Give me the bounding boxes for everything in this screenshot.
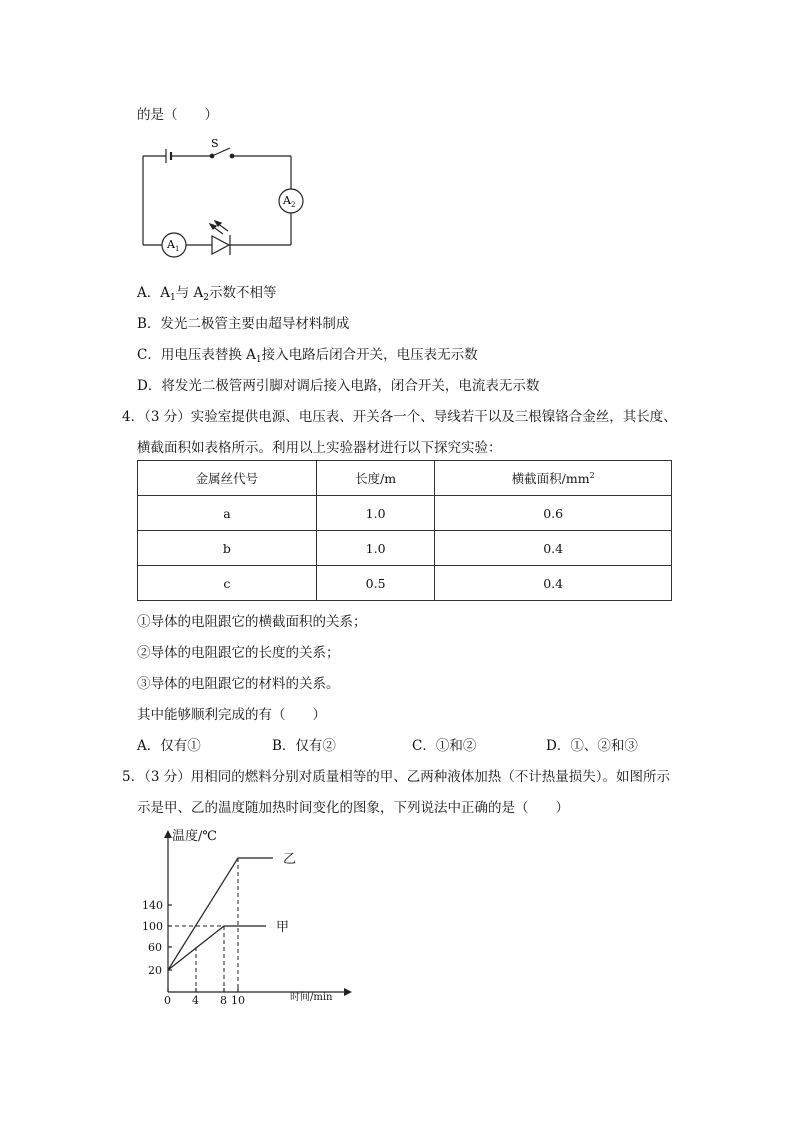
table-row (138, 531, 672, 566)
q4-question: 其中能够顺利完成的有（ ） (137, 707, 326, 723)
table-row (138, 496, 672, 531)
table-cell: c (138, 566, 317, 601)
x-tick-label: 0 (164, 994, 171, 1006)
series-line-jia (168, 926, 266, 970)
y-tick-label: 20 (148, 964, 162, 977)
y-axis-label: 温度/℃ (172, 829, 217, 844)
table-header-text: 横截面积/mm (511, 471, 590, 486)
q4-item-2: ②导体的电阻跟它的长度的关系； (137, 645, 340, 661)
y-tick-label: 100 (142, 920, 163, 933)
q4-option-b[interactable]: B．仅有② (272, 738, 336, 754)
x-tick-label: 10 (231, 994, 245, 1006)
q3-option-c-prefix: C．用电压表替换 A (137, 347, 256, 363)
y-tick-label: 60 (148, 941, 162, 954)
a1-label: $A_1$ (167, 238, 180, 253)
q3-option-a[interactable] (137, 281, 277, 301)
q4-option-a[interactable]: A．仅有① (137, 738, 201, 754)
series-label: 甲 (276, 920, 290, 935)
q4-stem-line1: 4．（3 分）实验室提供电源、电压表、开关各一个、导线若干以及三根镍铬合金丝，其长度、 (122, 409, 677, 425)
q4-item-3: ③导体的电阻跟它的材料的关系。 (137, 676, 340, 692)
q4-stem-line2: 横截面积如表格所示。利用以上实验器材进行以下探究实验： (137, 440, 502, 456)
q3-option-d[interactable]: D．将发光二极管两引脚对调后接入电路，闭合开关，电流表无示数 (137, 378, 540, 394)
a2-label: $A_2$ (283, 194, 296, 209)
q4-option-d[interactable]: D．①、②和③ (546, 738, 638, 754)
q4-option-c[interactable]: C．①和② (412, 738, 477, 754)
table-cell: b (138, 531, 317, 566)
x-axis-label: 时间/min (290, 992, 333, 1003)
table-cell: 1.0 (316, 496, 435, 531)
table-cell: 0.4 (435, 566, 672, 601)
table-cell: a (138, 496, 317, 531)
table-cell: 1.0 (316, 531, 435, 566)
q5-stem-line2: 示是甲、乙的温度随加热时间变化的图象，下列说法中正确的是（ ） (137, 800, 569, 816)
y-axis-arrow (164, 830, 172, 838)
switch-label: S (211, 138, 219, 150)
q3-option-a-sub2: 2 (203, 293, 210, 303)
table-header-cell: 长度/m (316, 461, 435, 496)
table-cell: 0.6 (435, 496, 672, 531)
table-header-sup: 2 (589, 471, 595, 480)
wire-spec-table (137, 460, 672, 601)
x-axis-arrow (344, 988, 352, 996)
table-cell: 0.5 (316, 566, 435, 601)
q3-option-b[interactable]: B．发光二极管主要由超导材料制成 (137, 316, 350, 332)
q3-option-c[interactable] (137, 343, 478, 363)
table-row (138, 566, 672, 601)
q3-option-a-sub1: 1 (170, 293, 176, 303)
x-tick-label: 8 (220, 994, 227, 1006)
q3-option-c-sub: 1 (255, 355, 262, 365)
table-header-cell: 金属丝代号 (138, 461, 317, 496)
q4-item-1: ①导体的电阻跟它的横截面积的关系； (137, 614, 367, 630)
circuit-diagram (138, 138, 308, 263)
table-cell: 0.4 (435, 531, 672, 566)
q5-stem-line1: 5．（3 分）用相同的燃料分别对质量相等的甲、乙两种液体加热（不计热量损失）。如图所示 (122, 769, 670, 785)
series-label: 乙 (283, 852, 297, 867)
y-tick-label: 140 (142, 899, 163, 912)
q3-option-a-suffix: 示数不相等 (209, 285, 277, 301)
led-diode-icon (212, 236, 229, 254)
q3-stem-tail: 的是（ ） (137, 107, 218, 123)
series-line-yi (168, 858, 273, 970)
q3-option-a-prefix: A．A (137, 285, 170, 301)
temperature-time-chart (140, 826, 360, 1006)
q3-option-a-mid: 与 A (175, 285, 204, 301)
table-header-row (138, 461, 672, 496)
x-tick-label: 4 (192, 994, 199, 1006)
table-header-cell (435, 461, 672, 496)
q3-option-c-suffix: 接入电路后闭合开关，电压表无示数 (261, 347, 478, 363)
